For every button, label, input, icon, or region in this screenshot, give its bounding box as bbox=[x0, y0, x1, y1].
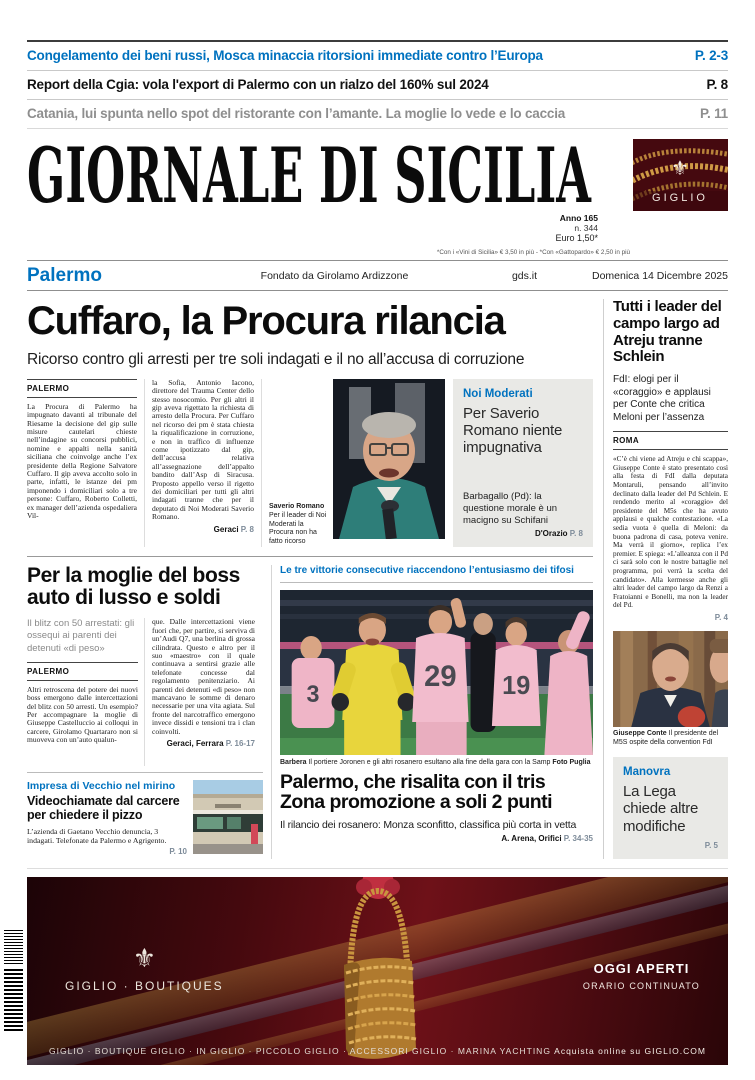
pizzo-page-ref[interactable]: P. 10 bbox=[169, 847, 187, 857]
edition-number: n. 344 bbox=[574, 222, 598, 233]
rail-page-ref[interactable]: P. 4 bbox=[714, 612, 728, 622]
ad-store-link[interactable]: GIGLIO · PICCOLO bbox=[210, 1046, 302, 1057]
teaser-page-ref[interactable]: P. 11 bbox=[699, 106, 728, 121]
pizzo-kicker: Impresa di Vecchio nel mirino bbox=[27, 780, 176, 793]
lead-body-col2: la Sofia, Antonio Iacono, direttore del Trauma Center dello stesso nosocomio. Per gli altri il gip aveva rigettato la richiesta di arresto della Procura. Per Cuffaro nel ricorso dei pm è stata chiesta la riqualificazione in corruzione, e non in traffico di influenze come ipotizzato dal gip, dell’accusa relativa all’assegnazione dell’appalto bandito dall’Asp di Siracusa. Proposto appello verso il rigetto dei domiciliari per tutti gli altri indagati tranne che per il deputato di Noi Moderati Saverio Romano. bbox=[152, 377, 254, 522]
giglio-ad-wordmark: GIGLIO bbox=[652, 192, 708, 204]
rail-headline[interactable]: Tutti i leader del campo largo ad Atreju tranne Schlein bbox=[613, 298, 722, 366]
ad-opening-hours bbox=[583, 961, 700, 991]
sport-headline[interactable]: Palermo, che risalita con il tris Zona promozione a soli 2 punti bbox=[280, 770, 553, 814]
boss-headline[interactable]: Per la moglie del boss auto di lusso e soldi bbox=[27, 563, 240, 610]
saverio-romano-photo bbox=[333, 379, 445, 547]
sport-article bbox=[271, 565, 593, 860]
box-byline bbox=[463, 529, 583, 538]
gold-bag-image bbox=[288, 877, 468, 1065]
ad-store-link[interactable]: GIGLIO · ACCESSORI bbox=[304, 1046, 409, 1057]
box-title[interactable]: La Lega chiede altre modifiche bbox=[623, 783, 699, 835]
teaser-strip[interactable] bbox=[27, 100, 728, 129]
giuseppe-conte-photo bbox=[613, 631, 728, 727]
caption-text: Per il leader di Noi Moderati la Procura non ha fatto ricorso bbox=[269, 511, 327, 546]
ad-open-subtitle: ORARIO CONTINUATO bbox=[582, 981, 700, 992]
dateline-kicker: ROMA bbox=[613, 431, 728, 450]
noi-moderati-box bbox=[453, 379, 593, 547]
right-rail-article bbox=[603, 299, 728, 859]
ad-store-link[interactable]: GIGLIO · IN bbox=[150, 1046, 207, 1057]
box-kicker: Manovra bbox=[623, 766, 671, 779]
price-note: *Con i «Vini di Sicilia» € 3,50 in più - *Con «Gattopardo» € 2,50 in più bbox=[436, 249, 630, 256]
lead-article bbox=[27, 301, 593, 547]
sport-kicker: Le tre vittorie consecutive riaccendono l’entusiasmo dei tifosi bbox=[280, 565, 593, 583]
palermo-celebration-photo bbox=[280, 590, 593, 755]
ad-brand-block bbox=[65, 945, 224, 995]
box-page-ref[interactable]: P. 8 bbox=[569, 528, 583, 538]
teaser-strip[interactable] bbox=[27, 71, 728, 100]
sport-author: A. Arena, Orifici bbox=[501, 833, 562, 843]
ad-store-list bbox=[49, 1046, 706, 1056]
manovra-box bbox=[613, 757, 728, 858]
giglio-bottom-ad[interactable] bbox=[27, 877, 728, 1065]
teaser-text: Report della Cgia: vola l'export di Palermo con un rialzo del 160% sul 2024 bbox=[27, 77, 489, 92]
company-building-photo bbox=[193, 780, 263, 859]
box-title[interactable]: Per Saverio Romano niente impugnativa bbox=[463, 404, 563, 456]
caption-text: Il presidente del M5S ospite della convention FdI bbox=[613, 729, 719, 746]
pizzo-article bbox=[27, 772, 263, 859]
jersey-number: 29 bbox=[424, 659, 457, 693]
ad-store-link[interactable]: GIGLIO · BOUTIQUE bbox=[49, 1046, 148, 1057]
dateline-kicker: PALERMO bbox=[27, 662, 138, 681]
sport-photo-caption bbox=[280, 759, 593, 766]
pizzo-headline[interactable]: Videochiamate dal carcere per chiedere il pizzo bbox=[27, 794, 180, 823]
boss-article bbox=[27, 565, 263, 860]
giglio-header-ad[interactable] bbox=[633, 139, 728, 211]
teaser-strip[interactable] bbox=[27, 42, 728, 71]
rail-photo-caption bbox=[613, 730, 728, 748]
teaser-text: Congelamento dei beni russi, Mosca minaccia ritorsioni immediate contro l’Europa bbox=[27, 48, 543, 63]
lead-author: Geraci bbox=[213, 524, 239, 534]
photo-credit: Foto Puglia bbox=[552, 758, 591, 766]
lead-subhead: Ricorso contro gli arresti per tre soli indagati e il no all’accusa di corruzione bbox=[27, 350, 525, 368]
edition-year: Anno 165 bbox=[559, 213, 598, 223]
edition-city: Palermo bbox=[27, 264, 102, 286]
box-page-ref[interactable]: P. 5 bbox=[704, 840, 718, 850]
boss-byline bbox=[152, 739, 255, 748]
sport-page-ref[interactable]: P. 34-35 bbox=[563, 833, 593, 843]
ad-open-title: OGGI APERTI bbox=[593, 961, 690, 977]
website-link[interactable]: gds.it bbox=[511, 269, 538, 282]
lead-photo-caption bbox=[269, 503, 333, 547]
lead-byline bbox=[152, 525, 254, 534]
box-text: Barbagallo (Pd): la questione morale è un macigno su Schifani bbox=[463, 491, 558, 526]
caption-text: Il portiere Joronen e gli altri rosanero esultano alla fine della gara con la Samp bbox=[308, 758, 551, 766]
caption-name: Barbera bbox=[280, 758, 307, 766]
boss-page-ref[interactable]: P. 16-17 bbox=[225, 738, 255, 748]
issue-date: Domenica 14 Dicembre 2025 bbox=[592, 269, 728, 282]
ad-brand-name: GIGLIO · BOUTIQUES bbox=[65, 979, 224, 994]
subheader-bar bbox=[27, 260, 728, 291]
sport-subhead: Il rilancio dei rosanero: Monza sconfitto, classifica più corta in vetta bbox=[280, 818, 577, 831]
teaser-page-ref[interactable]: P. 2-3 bbox=[694, 48, 728, 63]
boss-standfirst: Il blitz con 50 arrestati: gli ossequi ai parenti dei detenuti «di peso» bbox=[27, 618, 135, 654]
masthead bbox=[27, 136, 728, 256]
giglio-lily-icon: ⚜ bbox=[671, 158, 689, 180]
svg-text:GIORNALE DI SICILIA: GIORNALE DI SICILIA bbox=[27, 136, 592, 218]
box-kicker: Noi Moderati bbox=[463, 387, 533, 400]
edition-info bbox=[555, 214, 598, 243]
boss-body-col1: Altri retroscena del potere dei nuovi boss emergono dalle intercettazioni del blitz con 50 arresti. Un esempio? Per accompagnare la moglie di Giuseppe Castelluccio ai colloqui in carcere, Girolamo Quartararo non si muoveva con un’auto qualun- bbox=[27, 684, 138, 745]
teaser-text: Catania, lui spunta nello spot del ristorante con l’amante. La moglie lo vede e lo caccia bbox=[27, 106, 566, 121]
jersey-number: 19 bbox=[502, 671, 531, 700]
box-author: D'Orazio bbox=[534, 528, 568, 538]
teaser-page-ref[interactable]: P. 8 bbox=[706, 77, 728, 92]
boss-body-col2: que. Dalle intercettazioni viene fuori che, per partire, si serviva di un’Audi Q7, una berlina di grossa cilindrata. Questo e altro per il suo «maestro» con il quale continuava a sentirsi grazie alle telefonate concesse dal regolamento penitenziario. Ai parenti dei detenuti «di peso» non mancavano le somme di denaro necessarie per una vita agiata. Sul fronte del narcotraffico emergono invece dissidi e tensioni tra i clan coinvolti. bbox=[152, 617, 255, 736]
boss-author: Geraci, Ferrara bbox=[166, 738, 224, 748]
rail-body: «C’è chi viene ad Atreju e chi scappa», Giuseppe Conte è stato presentato così alla festa di FdI dalla deputata Montaruli, pensando all’invito declinato dalla leader del Pd Schlein. E rendendo merito al «coraggio» del presidente del M5s che ha avuto applausi e qualche contestazione. «La sedia vuota è quella di Meloni: da buona padrona di casa, poteva venire. Ma verrà il giorno», replica l’ex premier. E spiega: «L’alleanza con il Pd ci sarà solo con le nostre battaglie nel programma, poi verrà la scelta del candidato». Alla kermesse anche gli altri leader del campo largo da Renzi a Fratoianni e Bonelli, ma non la leader del Pd. bbox=[613, 455, 728, 610]
ad-online-link[interactable]: Acquista online su GIGLIO.COM bbox=[554, 1046, 706, 1057]
lead-body-col1: La Procura di Palermo ha impugnato davanti al tribunale del Riesame la decisione del gip sulle misure cautelari chieste nell’indagine su concorsi pubblici, nomine e appalti nella sanità siciliana che coinvolge anche l’ex presidente della Regione Salvatore Cuffaro. Il gip aveva accolto solo in parte, infatti, le istanze dei pm imponendo i domiciliari solo a tre persone: Cuffaro, Roberto Colletti, ex manager dell’azienda ospedaliera Vil- bbox=[27, 401, 137, 521]
top-teaser-strips bbox=[27, 40, 728, 129]
giglio-lily-icon: ⚜ bbox=[132, 943, 156, 974]
jersey-number: 3 bbox=[306, 681, 320, 708]
edition-price: Euro 1,50* bbox=[555, 233, 598, 244]
pizzo-body: L’azienda di Gaetano Vecchio denuncia, 3 indagati. Telefonate da Palermo e Agrigento. bbox=[27, 827, 167, 846]
newspaper-title bbox=[27, 136, 633, 223]
caption-name: Giuseppe Conte bbox=[613, 729, 667, 737]
rail-standfirst: FdI: elogi per il «coraggio» e applausi per Conte che critica Meloni per l’assenza bbox=[613, 374, 711, 423]
lead-page-ref[interactable]: P. 8 bbox=[240, 524, 254, 534]
lead-headline[interactable]: Cuffaro, la Procura rilancia bbox=[27, 299, 505, 343]
issue-barcode bbox=[4, 930, 23, 1033]
founded-line: Fondato da Girolamo Ardizzone bbox=[260, 269, 409, 282]
sport-byline bbox=[280, 834, 593, 843]
dateline-kicker: PALERMO bbox=[27, 379, 137, 398]
ad-store-link[interactable]: GIGLIO · MARINA YACHTING bbox=[412, 1046, 551, 1057]
caption-name: Saverio Romano bbox=[269, 503, 325, 511]
